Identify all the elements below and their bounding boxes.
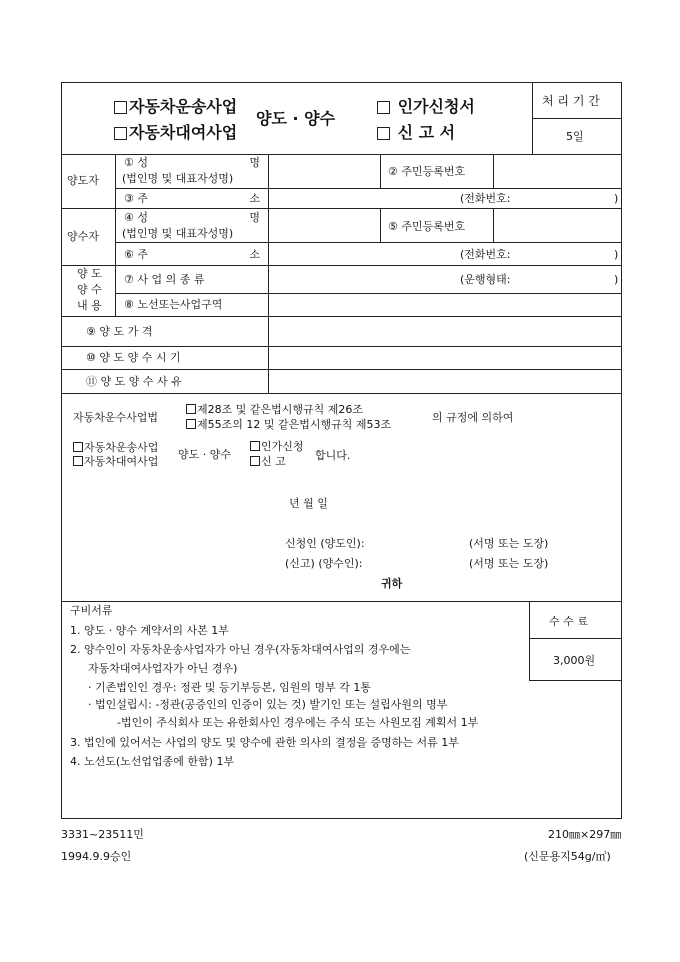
checkbox-decl-transport[interactable]: [73, 442, 83, 452]
declaration-end: 합니다.: [315, 449, 351, 462]
checkbox-permit[interactable]: [377, 101, 390, 114]
checkbox-report[interactable]: [377, 127, 390, 140]
applicant-transferee-label: (신고) (양수인):: [285, 557, 363, 570]
declaration-app2: 신 고: [250, 456, 286, 467]
route-label: ⑧ 노선또는사업구역: [124, 298, 223, 311]
footer-approval: 1994.9.9승인: [61, 850, 132, 863]
applicant-transferor-label: 신청인 (양도인):: [285, 537, 365, 550]
declaration-per-rule: 의 규정에 의하여: [432, 411, 514, 424]
business-type-label: ⑦ 사 업 의 종 류: [124, 273, 205, 286]
transferee-name-label: ④ 성 명: [124, 211, 260, 224]
docs-item-3: 3. 법인에 있어서는 사업의 양도 및 양수에 관한 의사의 결정을 증명하는 서류 1부: [70, 736, 459, 749]
docs-item-2-c: -법인이 주식회사 또는 유한회사인 경우에는 주식 또는 사원모집 계획서 1부: [117, 716, 479, 729]
transfer-reason-input[interactable]: [269, 370, 621, 392]
checkbox-decl-permit[interactable]: [250, 441, 260, 451]
transfer-price-label: ⑨ 양 도 가 격: [86, 325, 153, 338]
checkbox-article2[interactable]: [186, 419, 196, 429]
processing-divider: [532, 118, 622, 119]
docs-title: 구비서류: [70, 604, 113, 617]
transferor-name-label: ① 성 명: [124, 156, 260, 169]
transferee-name-sub: (법인명 및 대표자성명): [122, 227, 234, 240]
transferor-address-input[interactable]: [269, 189, 449, 207]
docs-item-2-b: · 법인설립시: -정관(공증인의 인증이 있는 것) 발기인 또는 설립사원의 명부: [88, 698, 448, 711]
footer-size: 210㎜×297㎜: [548, 828, 622, 841]
transfer-reason-label: ⑪ 양 도 양 수 사 유: [86, 375, 182, 388]
transferor-phone-close: ): [614, 192, 619, 205]
checkbox-decl-report[interactable]: [250, 456, 260, 466]
transferee-name-input[interactable]: [269, 209, 379, 241]
route-input[interactable]: [269, 294, 621, 315]
content-group-line3: 내 용: [77, 299, 102, 312]
transferor-phone-label: (전화번호:: [460, 192, 511, 205]
fee-bottom-line: [529, 680, 622, 681]
transferor-group-label: 양도자: [67, 174, 99, 187]
docs-item-1: 1. 양도 · 양수 계약서의 사본 1부: [70, 624, 229, 637]
fee-mid-line: [529, 638, 622, 639]
transferee-group-label: 양수자: [67, 230, 99, 243]
declaration-article1: 제28조 및 같은법시행규칙 제26조: [186, 404, 363, 415]
declaration-date: 년 월 일: [289, 497, 328, 510]
transferor-name-input[interactable]: [269, 155, 379, 187]
processing-period-value: 5일: [566, 130, 584, 143]
declaration-biz2: 자동차대여사업: [73, 456, 158, 467]
transfer-period-label: ⑩ 양 도 양 수 시 기: [86, 351, 181, 364]
fee-label: 수 수 료: [549, 615, 588, 628]
transfer-period-input[interactable]: [269, 347, 621, 368]
docs-top-line: [61, 601, 622, 602]
docs-item-4: 4. 노선도(노선업업종에 한함) 1부: [70, 755, 235, 768]
transferee-phone-close: ): [614, 248, 619, 261]
content-group-line2: 양 수: [77, 283, 102, 296]
operation-type-label: (운행형태:: [460, 273, 511, 286]
transfer-price-input[interactable]: [269, 317, 621, 345]
transferor-id-input[interactable]: [494, 155, 621, 187]
operation-type-close: ): [614, 273, 619, 286]
title-middle: 양도 · 양수: [256, 109, 336, 128]
fee-value: 3,000원: [553, 654, 596, 667]
col-line-id-left-2: [380, 208, 381, 242]
processing-period-label: 처 리 기 간: [542, 94, 600, 108]
checkbox-transport[interactable]: [114, 101, 127, 114]
checkbox-decl-rental[interactable]: [73, 456, 83, 466]
col-line-group: [115, 154, 116, 316]
checkbox-rental[interactable]: [114, 127, 127, 140]
title-option-transport: 자동차운송사업: [114, 99, 237, 115]
transferee-id-label: ⑤ 주민등록번호: [388, 220, 466, 233]
title-option-permit: 인가신청서: [377, 99, 475, 115]
transferee-address-label: ⑥ 주 소: [124, 248, 260, 261]
footer-code: 3331~23511민: [61, 828, 144, 841]
title-option-rental: 자동차대여사업: [114, 125, 237, 141]
declaration-mid: 양도 · 양수: [178, 448, 231, 461]
addressee: 귀하: [381, 577, 403, 590]
content-group-line1: 양 도: [77, 267, 102, 280]
transferor-address-label: ③ 주 소: [124, 192, 260, 205]
col-line-id-left: [380, 154, 381, 188]
fee-divider: [529, 601, 530, 680]
transferee-address-input[interactable]: [269, 243, 449, 264]
row-line-9: [61, 393, 622, 394]
transferee-phone-label: (전화번호:: [460, 248, 511, 261]
title-option-report: 신 고 서: [377, 125, 455, 141]
checkbox-article1[interactable]: [186, 404, 196, 414]
declaration-app1: 인가신청: [250, 441, 304, 452]
docs-item-2: 2. 양수인이 자동차운송사업자가 아닌 경우(자동차대여사업의 경우에는: [70, 643, 411, 656]
docs-item-2-a: · 기존법인인 경우: 정관 및 등기부등본, 임원의 명부 각 1통: [88, 681, 371, 694]
applicant-transferee-sign: (서명 또는 도장): [469, 557, 549, 570]
footer-paper: (신문용지54g/㎡): [524, 850, 611, 863]
applicant-transferor-sign: (서명 또는 도장): [469, 537, 549, 550]
docs-item-2-cont: 자동차대여사업자가 아닌 경우): [88, 662, 238, 675]
declaration-article2: 제55조의 12 및 같은법시행규칙 제53조: [186, 419, 391, 430]
declaration-law: 자동차운수사업법: [73, 411, 159, 424]
transferor-id-label: ② 주민등록번호: [388, 165, 466, 178]
transferee-id-input[interactable]: [494, 209, 621, 241]
declaration-biz1: 자동차운송사업: [73, 442, 158, 453]
transferor-name-sub: (법인명 및 대표자성명): [122, 172, 234, 185]
business-type-input[interactable]: [269, 266, 449, 292]
